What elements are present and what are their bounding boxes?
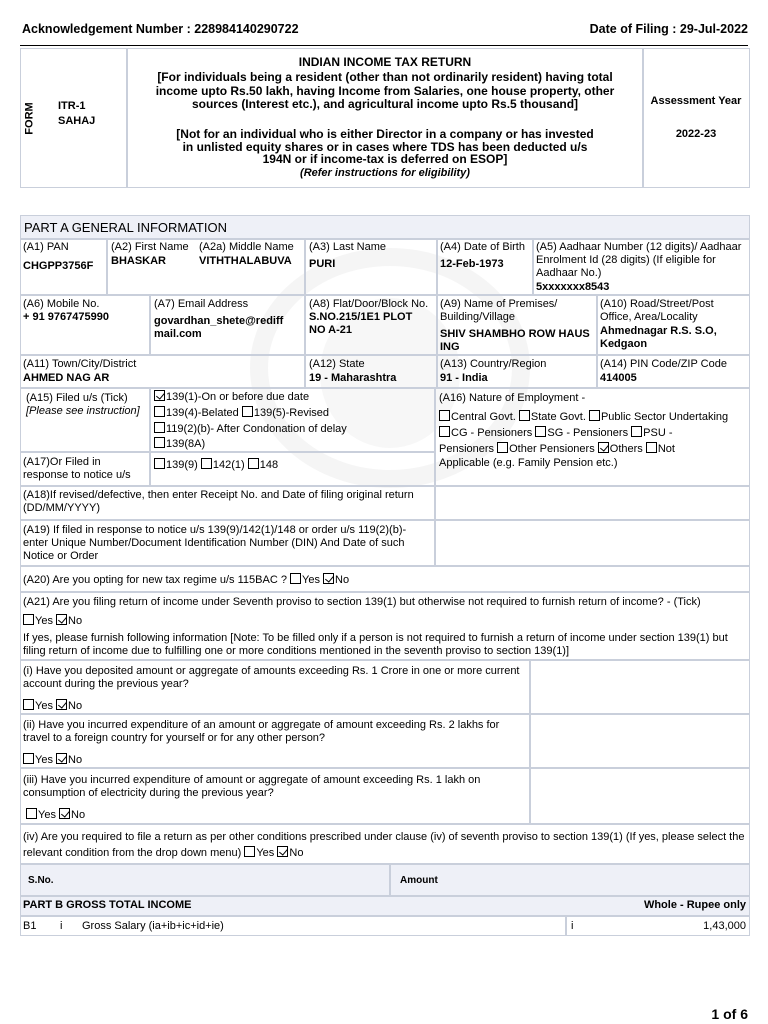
employment-row-1: Central Govt. State Govt. Public Sector Undertaking [439,410,728,424]
state-label: (A12) State [309,358,365,370]
flat-door-value: S.NO.215/1E1 PLOT NO A-21 [309,311,413,336]
foreign-travel-options: Yes No [23,753,82,767]
filed-119-2-b-option[interactable]: 119(2)(b)- After Condonation of delay [154,422,347,436]
country-label: (A13) Country/Region [440,358,547,370]
date-of-filing: Date of Filing : 29-Jul-2022 [589,22,748,36]
mobile-value: + 91 9767475990 [23,311,109,323]
notice-din-label: (A19) If filed in response to notice u/s 139(9)/142(1)/148 or order u/s 119(2)(b)- enter Unique Number/Document Identification Number (DIN) And Date of such Notice or Order [23,524,407,562]
seventh-proviso-no-checkbox-checked[interactable] [56,614,67,625]
email-label: (A7) Email Address [154,298,249,310]
flat-door-label: (A8) Flat/Door/Block No. [309,298,429,310]
current-account-question: (i) Have you deposited amount or aggregate of amounts exceeding Rs. 1 Crore in one or more current account during the previous year? [23,665,520,690]
road-street-value: Ahmednagar R.S. S.O, Kedgaon [600,325,717,350]
filed-139-1-option[interactable]: 139(1)-On or before due date [154,390,309,404]
sg-pensioners-checkbox[interactable] [535,426,546,437]
central-govt-checkbox[interactable] [439,410,450,421]
psu-checkbox[interactable] [589,410,600,421]
seventh-proviso-yes-checkbox[interactable] [23,614,34,625]
form-name: SAHAJ [58,115,96,127]
new-regime-no-checkbox-checked[interactable] [323,573,334,584]
q3-no-checkbox-checked[interactable] [59,808,70,819]
assessment-year-value: 2022-23 [675,128,717,140]
not-applicable-checkbox[interactable] [646,442,657,453]
seventh-proviso-question: (A21) Are you filing return of income under Seventh proviso to section 139(1) but otherwise not required to furnish return of income? - (Tick) [23,596,701,608]
filed-us-note: [Please see instruction] [26,405,140,417]
q2-yes-checkbox[interactable] [23,753,34,764]
state-value: 19 - Maharashtra [309,372,397,384]
notice-us-label: (A17)Or Filed in response to notice u/s [23,456,131,481]
aadhaar-label: (A5) Aadhaar Number (12 digits)/ Aadhaar Enrolment Id (28 digits) (If eligible for Aadhaar No.) [536,241,742,279]
first-name-label: (A2) First Name [111,241,189,253]
employment-row-2: CG - Pensioners SG - Pensioners PSU - [439,426,672,440]
state-govt-checkbox[interactable] [519,410,530,421]
notice-142-1-checkbox[interactable] [201,458,212,469]
q1-no-checkbox-checked[interactable] [56,699,67,710]
refer-instructions: (Refer instructions for eligibility) [300,167,470,179]
b1-sub-index: i [60,920,63,932]
filed-139-8a-option[interactable]: 139(8A) [154,437,205,451]
revised-receipt-label: (A18)If revised/defective, then enter Receipt No. and Date of filing original return (DD/MM/YYYY) [23,489,414,514]
form-subtitle-eligibility: [For individuals being a resident (other than not ordinarily resident) having total income upto Rs.50 lakh, having Income from Salaries, one house property, other sources (Interest etc.), and agricultural income upto Rs.5 thousand] [155,70,615,111]
checkbox-checked-icon[interactable] [154,390,165,401]
part-b-heading: PART B GROSS TOTAL INCOME [23,899,192,911]
page-number: 1 of 6 [711,1006,748,1022]
form-word: FORM [23,102,36,135]
form-title: INDIAN INCOME TAX RETURN [298,55,472,69]
checkbox-icon[interactable] [154,406,165,417]
pan-label: (A1) PAN [23,241,69,253]
filed-139-4-option[interactable]: 139(4)-Belated 139(5)-Revised [154,406,329,420]
aadhaar-value: 5xxxxxxx8543 [536,281,610,293]
cg-pensioners-checkbox[interactable] [439,426,450,437]
form-subtitle-exclusions: [Not for an individual who is either Director in a company or has invested in unlisted equity shares or in cases where TDS has been deducted u/s 194N or if income-tax is deferred on ESOP] [176,127,594,166]
acknowledgement-number: Acknowledgement Number : 228984140290722 [22,22,299,36]
gross-salary-amount: 1,43,000 [703,920,746,932]
last-name-value: PURI [309,258,336,270]
premises-value: SHIV SHAMBHO ROW HAUSING [440,328,590,353]
checkbox-icon[interactable] [242,406,253,417]
seventh-proviso-options: Yes No [23,614,82,628]
psu-pensioners-checkbox[interactable] [631,426,642,437]
others-checkbox-checked[interactable] [598,442,609,453]
new-tax-regime-row: (A20) Are you opting for new tax regime u/s 115BAC ? Yes No [23,574,350,586]
mobile-label: (A6) Mobile No. [23,298,100,310]
town-city-label: (A11) Town/City/District [23,358,137,370]
top-header [22,22,748,40]
assessment-year-box [643,48,750,188]
nature-of-employment-label: (A16) Nature of Employment - [439,392,586,404]
date-of-birth-label: (A4) Date of Birth [440,241,525,253]
filed-us-label: (A15) Filed u/s (Tick) [26,392,128,404]
road-street-label: (A10) Road/Street/Post Office, Area/Locality [600,298,714,323]
q4-yes-checkbox[interactable] [244,846,255,857]
notice-148-checkbox[interactable] [248,458,259,469]
electricity-options: Yes No [26,808,85,822]
other-pensioners-checkbox[interactable] [497,442,508,453]
first-name-value: BHASKAR [111,255,166,267]
checkbox-icon[interactable] [154,422,165,433]
gross-salary-column-index: i [571,920,574,932]
notice-139-9-checkbox[interactable] [154,458,165,469]
date-of-birth-value: 12-Feb-1973 [440,258,504,270]
q2-no-checkbox-checked[interactable] [56,753,67,764]
middle-name-value: VITHTHALABUVA [199,255,292,267]
header-divider [20,45,748,46]
foreign-travel-question: (ii) Have you incurred expenditure of an amount or aggregate of amount exceeding Rs. 2 lakhs for travel to a foreign country for yourself or for any other person? [23,719,500,744]
q1-yes-checkbox[interactable] [23,699,34,710]
amount-column-header: Amount [400,875,438,886]
rupee-unit-note: Whole - Rupee only [643,899,746,911]
form-code: ITR-1 [58,100,86,112]
employment-row-3: Pensioners Other Pensioners Others Not [439,443,675,455]
current-account-options: Yes No [23,699,82,713]
employment-row-4: Applicable (e.g. Family Pension etc.) [439,457,618,469]
seventh-proviso-note: If yes, please furnish following information [Note: To be filled only if a person is not required to furnish a return of income under section 139(1) but filing return of income due to fulfilling one or more conditions mentioned in the seventh proviso to section 139(1)] [23,632,728,657]
premises-label: (A9) Name of Premises/ Building/Village [440,298,558,323]
pin-code-label: (A14) PIN Code/ZIP Code [600,358,727,370]
b1-code: B1 [23,920,37,932]
last-name-label: (A3) Last Name [309,241,387,253]
notice-options: 139(9) 142(1) 148 [154,458,278,472]
town-city-value: AHMED NAG AR [23,372,110,384]
sno-column-header: S.No. [28,875,54,886]
pan-value: CHGPP3756F [23,260,94,272]
email-value: govardhan_shete@rediffmail.com [154,315,284,340]
gross-salary-label: Gross Salary (ia+ib+ic+id+ie) [82,920,224,932]
checkbox-icon[interactable] [154,437,165,448]
new-regime-yes-checkbox[interactable] [290,573,301,584]
other-conditions-question: (iv) Are you required to file a return as per other conditions prescribed under clause (iv) of seventh proviso to section 139(1) (If yes, please select the relevant condition from the drop down menu) Yes No [23,831,745,859]
q3-yes-checkbox[interactable] [26,808,37,819]
assessment-year-label: Assessment Year [650,95,742,107]
middle-name-label: (A2a) Middle Name [199,241,294,253]
electricity-question: (iii) Have you incurred expenditure of amount or aggregate of amount exceeding Rs. 1 lakh on consumption of electricity during the previous year? [23,774,481,799]
pin-code-value: 414005 [600,372,637,384]
country-value: 91 - India [440,372,488,384]
part-a-heading: PART A GENERAL INFORMATION [24,220,227,235]
itr-form-sheet [20,48,750,948]
q4-no-checkbox-checked[interactable] [277,846,288,857]
